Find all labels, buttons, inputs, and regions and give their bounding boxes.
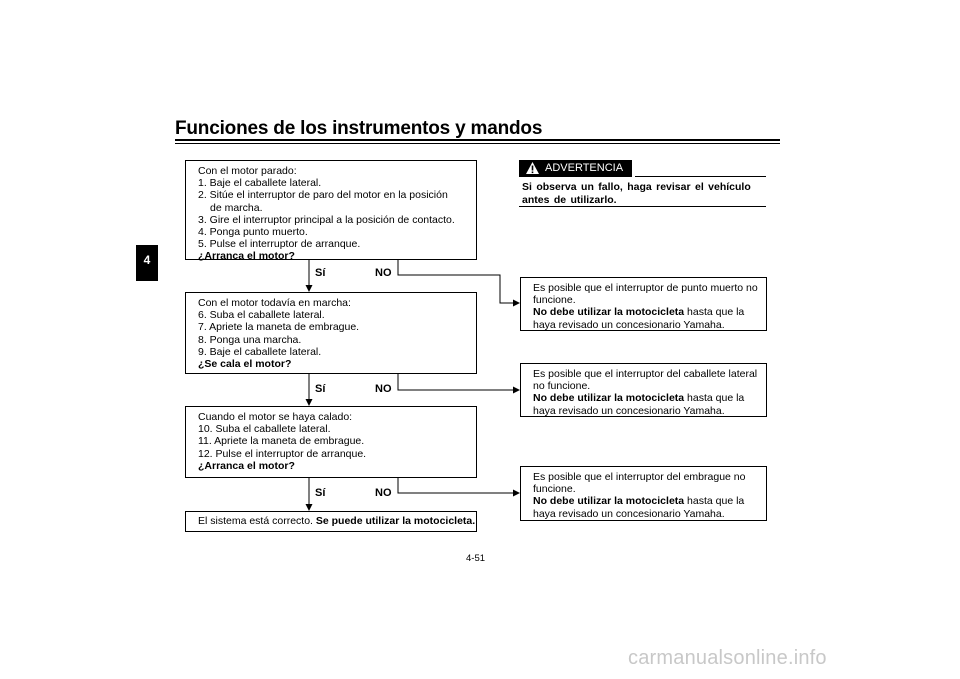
result-box-sidestand — [520, 363, 767, 417]
section-tab: 4 — [136, 245, 158, 281]
step-question: ¿Arranca el motor? — [198, 250, 295, 263]
flow-step-4 — [185, 511, 477, 532]
result-line: haya revisado un concesionario Yamaha. — [533, 318, 725, 331]
result-line: haya revisado un concesionario Yamaha. — [533, 507, 725, 520]
warning-triangle-icon — [525, 161, 540, 175]
step-line: 5. Pulse el interruptor de arranque. — [198, 238, 361, 251]
step-line: 2. Sitúe el interruptor de paro del motor en la posición — [198, 189, 448, 202]
result-bold: No debe utilizar la motocicleta — [533, 392, 685, 405]
flow-step-2 — [185, 292, 477, 374]
no-arrow-2 — [398, 374, 519, 390]
step-line: 4. Ponga punto muerto. — [198, 226, 308, 239]
step-question: ¿Arranca el motor? — [198, 459, 295, 472]
step-question: ¿Se cala el motor? — [198, 358, 292, 371]
yes-label: Sí — [315, 383, 326, 395]
warning-line: antes de utilizarlo. — [522, 193, 617, 206]
step-line: 11. Apriete la maneta de embrague. — [198, 435, 365, 448]
result-box-neutral — [520, 277, 767, 331]
warning-text — [522, 181, 765, 206]
step-line: 10. Suba el caballete lateral. — [198, 423, 331, 436]
step-line: 1. Baje el caballete lateral. — [198, 177, 322, 190]
watermark: carmanualsonline.info — [628, 647, 827, 669]
step-line: Cuando el motor se haya calado: — [198, 411, 353, 423]
page-number: 4-51 — [466, 553, 486, 564]
warning-rule-bottom — [519, 206, 766, 207]
warning-badge — [519, 160, 632, 177]
result-line: Es posible que el interruptor del embrague no — [533, 471, 746, 483]
result-line: funcione. — [533, 483, 576, 496]
yes-label: Sí — [315, 487, 326, 499]
result-line: Es posible que el interruptor de punto muerto no — [533, 282, 758, 294]
result-line: haya revisado un concesionario Yamaha. — [533, 404, 725, 417]
result-line: hasta que la — [684, 306, 745, 319]
result-text: El sistema está correcto. — [198, 515, 316, 527]
result-box-clutch — [520, 466, 767, 521]
step-line: Con el motor todavía en marcha: — [198, 297, 351, 309]
step-line: 7. Apriete la maneta de embrague. — [198, 321, 360, 334]
step-line: 12. Pulse el interruptor de arranque. — [198, 447, 367, 460]
result-line: hasta que la — [684, 392, 745, 405]
no-label: NO — [375, 487, 392, 499]
result-bold: No debe utilizar la motocicleta — [533, 306, 685, 319]
no-label: NO — [375, 267, 392, 279]
page-title: Funciones de los instrumentos y mandos — [175, 118, 543, 139]
result-line: funcione. — [533, 294, 576, 307]
flow-step-3 — [185, 406, 477, 478]
no-arrow-3 — [398, 478, 519, 493]
result-line: hasta que la — [684, 495, 745, 508]
step-line: Con el motor parado: — [198, 165, 297, 177]
warning-badge-label: ADVERTENCIA — [545, 162, 624, 174]
step-line: 3. Gire el interruptor principal a la posición de contacto. — [198, 213, 455, 226]
flow-step-1 — [185, 160, 477, 263]
result-bold: Se puede utilizar la motocicleta. — [315, 515, 476, 527]
no-label: NO — [375, 383, 392, 395]
yes-label: Sí — [315, 267, 326, 279]
result-line: Es posible que el interruptor del caballete lateral — [533, 368, 758, 380]
result-line: no funcione. — [533, 380, 591, 393]
warning-line: Si observa un fallo, haga revisar el vehículo — [522, 181, 751, 193]
step-line: 9. Baje el caballete lateral. — [198, 345, 322, 358]
step-line: 8. Ponga una marcha. — [198, 333, 302, 346]
step-line: 6. Suba el caballete lateral. — [198, 309, 325, 322]
result-bold: No debe utilizar la motocicleta — [533, 495, 685, 508]
step-line: de marcha. — [210, 201, 263, 214]
warning-rule-top — [635, 176, 766, 177]
